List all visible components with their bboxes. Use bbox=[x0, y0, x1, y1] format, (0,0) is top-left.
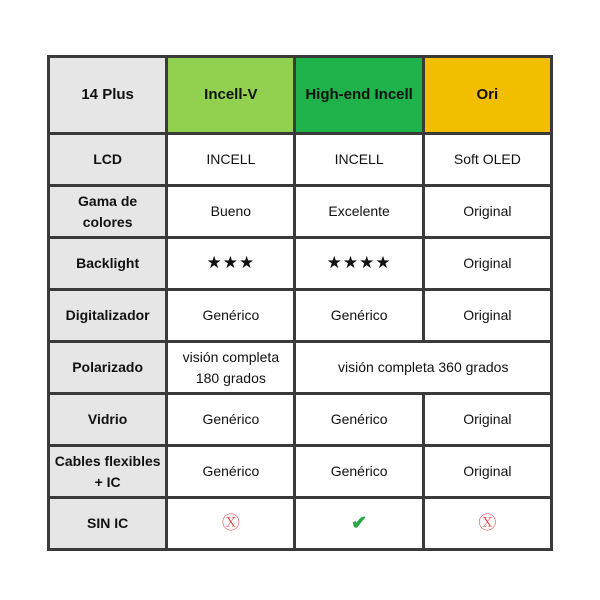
row-sin-ic bbox=[50, 499, 550, 548]
cell-sin-ic-high-end-incell bbox=[296, 499, 421, 548]
circled-x-icon: Ⓧ bbox=[221, 513, 240, 534]
row-label-gama-de-colores: Gama de colores bbox=[50, 187, 165, 236]
cell-gama-incell-v: Bueno bbox=[168, 187, 293, 236]
cell-vidrio-incell-v: Genérico bbox=[168, 395, 293, 444]
row-cables-flexibles bbox=[50, 447, 550, 496]
cell-backlight-ori: Original bbox=[425, 239, 550, 288]
row-lcd bbox=[50, 135, 550, 184]
cell-backlight-high-end-incell bbox=[296, 239, 421, 288]
model-name-cell: 14 Plus bbox=[50, 58, 165, 132]
row-label-cables-flexibles: Cables flexibles + IC bbox=[50, 447, 165, 496]
cell-digitalizador-high-end-incell: Genérico bbox=[296, 291, 421, 340]
cell-lcd-ori: Soft OLED bbox=[425, 135, 550, 184]
cell-sin-ic-ori bbox=[425, 499, 550, 548]
cell-polarizado-merged: visión completa 360 grados bbox=[296, 343, 550, 392]
cell-gama-high-end-incell: Excelente bbox=[296, 187, 421, 236]
comparison-table bbox=[47, 55, 553, 551]
row-vidrio bbox=[50, 395, 550, 444]
cell-vidrio-ori: Original bbox=[425, 395, 550, 444]
column-header-incell-v: Incell-V bbox=[168, 58, 293, 132]
cell-lcd-high-end-incell: INCELL bbox=[296, 135, 421, 184]
circled-x-icon: Ⓧ bbox=[478, 513, 497, 534]
cell-sin-ic-incell-v bbox=[168, 499, 293, 548]
cell-vidrio-high-end-incell: Genérico bbox=[296, 395, 421, 444]
cell-digitalizador-ori: Original bbox=[425, 291, 550, 340]
row-gama-de-colores bbox=[50, 187, 550, 236]
row-label-sin-ic: SIN IC bbox=[50, 499, 165, 548]
cell-polarizado-incell-v: visión completa 180 grados bbox=[168, 343, 293, 392]
row-label-vidrio: Vidrio bbox=[50, 395, 165, 444]
column-header-ori: Ori bbox=[425, 58, 550, 132]
header-row bbox=[50, 58, 550, 132]
row-backlight bbox=[50, 239, 550, 288]
row-label-polarizado: Polarizado bbox=[50, 343, 165, 392]
cell-digitalizador-incell-v: Genérico bbox=[168, 291, 293, 340]
row-digitalizador bbox=[50, 291, 550, 340]
row-polarizado bbox=[50, 343, 550, 392]
row-label-backlight: Backlight bbox=[50, 239, 165, 288]
comparison-table-container bbox=[47, 55, 553, 551]
cell-cables-high-end-incell: Genérico bbox=[296, 447, 421, 496]
checkmark-icon: ✔ bbox=[351, 512, 368, 534]
cell-gama-ori: Original bbox=[425, 187, 550, 236]
row-label-digitalizador: Digitalizador bbox=[50, 291, 165, 340]
three-stars-icon: ★★★ bbox=[206, 253, 256, 273]
cell-backlight-incell-v bbox=[168, 239, 293, 288]
column-header-high-end-incell: High-end Incell bbox=[296, 58, 421, 132]
four-stars-icon: ★★★★ bbox=[326, 253, 392, 273]
cell-cables-ori: Original bbox=[425, 447, 550, 496]
cell-lcd-incell-v: INCELL bbox=[168, 135, 293, 184]
cell-cables-incell-v: Genérico bbox=[168, 447, 293, 496]
row-label-lcd: LCD bbox=[50, 135, 165, 184]
